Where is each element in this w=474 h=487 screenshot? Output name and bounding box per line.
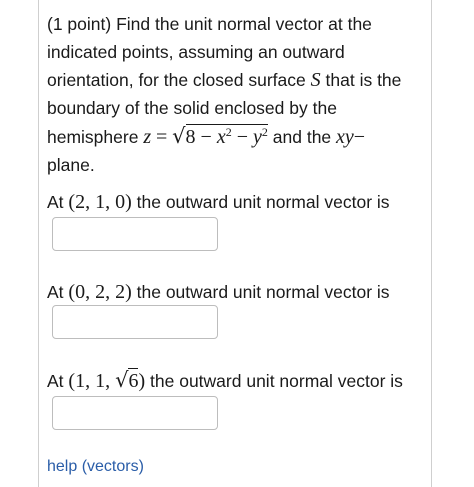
surface-variable: S <box>310 69 321 91</box>
problem-text: that is the <box>325 70 402 90</box>
problem-text: and the <box>272 127 332 147</box>
point-3-suffix: ) <box>138 370 146 392</box>
z-variable: z <box>143 126 152 148</box>
problem-statement <box>47 10 427 179</box>
problem-line-4: boundary of the solid enclosed by the <box>47 98 337 118</box>
question-3 <box>47 368 427 393</box>
sqrt-expression <box>115 368 138 393</box>
radicand <box>186 124 268 148</box>
question-prefix: At <box>47 192 64 212</box>
question-prefix: At <box>47 282 64 302</box>
point-1: (2, 1, 0) <box>68 191 132 213</box>
minus-sign: − <box>200 126 212 148</box>
problem-text: Find the unit normal vector at the <box>116 14 372 34</box>
radical-sign-icon: √ <box>115 368 129 392</box>
sqrt-expression <box>172 122 268 151</box>
question-1 <box>47 190 427 214</box>
point-3 <box>68 370 145 392</box>
dash: − <box>353 126 366 148</box>
problem-line-5 <box>47 122 427 151</box>
question-text: the outward unit normal vector is <box>150 371 403 391</box>
question-text: the outward unit normal vector is <box>136 192 390 212</box>
answer-input-3[interactable] <box>52 396 218 430</box>
x-exponent: 2 <box>225 125 232 139</box>
constant-8: 8 <box>185 126 196 148</box>
question-2 <box>47 280 427 304</box>
x-variable: x <box>216 126 226 148</box>
radicand: 6 <box>128 370 139 392</box>
question-prefix: At <box>47 371 64 391</box>
problem-line-3 <box>47 66 427 94</box>
answer-input-1[interactable] <box>52 217 218 251</box>
y-exponent: 2 <box>261 125 268 139</box>
minus-sign: − <box>236 126 248 148</box>
question-text: the outward unit normal vector is <box>136 282 390 302</box>
problem-line-2: indicated points, assuming an outward <box>47 42 345 62</box>
xy-variable: xy <box>336 126 354 148</box>
point-2: (0, 2, 2) <box>68 281 132 303</box>
problem-text: orientation, for the closed surface <box>47 70 306 90</box>
point-3-prefix: (1, 1, <box>68 370 111 392</box>
points-label: (1 point) <box>47 14 112 34</box>
equals-sign: = <box>156 126 168 148</box>
problem-line-1 <box>47 10 427 38</box>
help-vectors-link[interactable]: help (vectors) <box>47 458 144 475</box>
y-variable: y <box>253 126 262 148</box>
problem-text: hemisphere <box>47 127 139 147</box>
problem-line-6: plane. <box>47 155 95 175</box>
answer-input-2[interactable] <box>52 305 218 339</box>
radical-sign-icon: √ <box>172 124 186 148</box>
